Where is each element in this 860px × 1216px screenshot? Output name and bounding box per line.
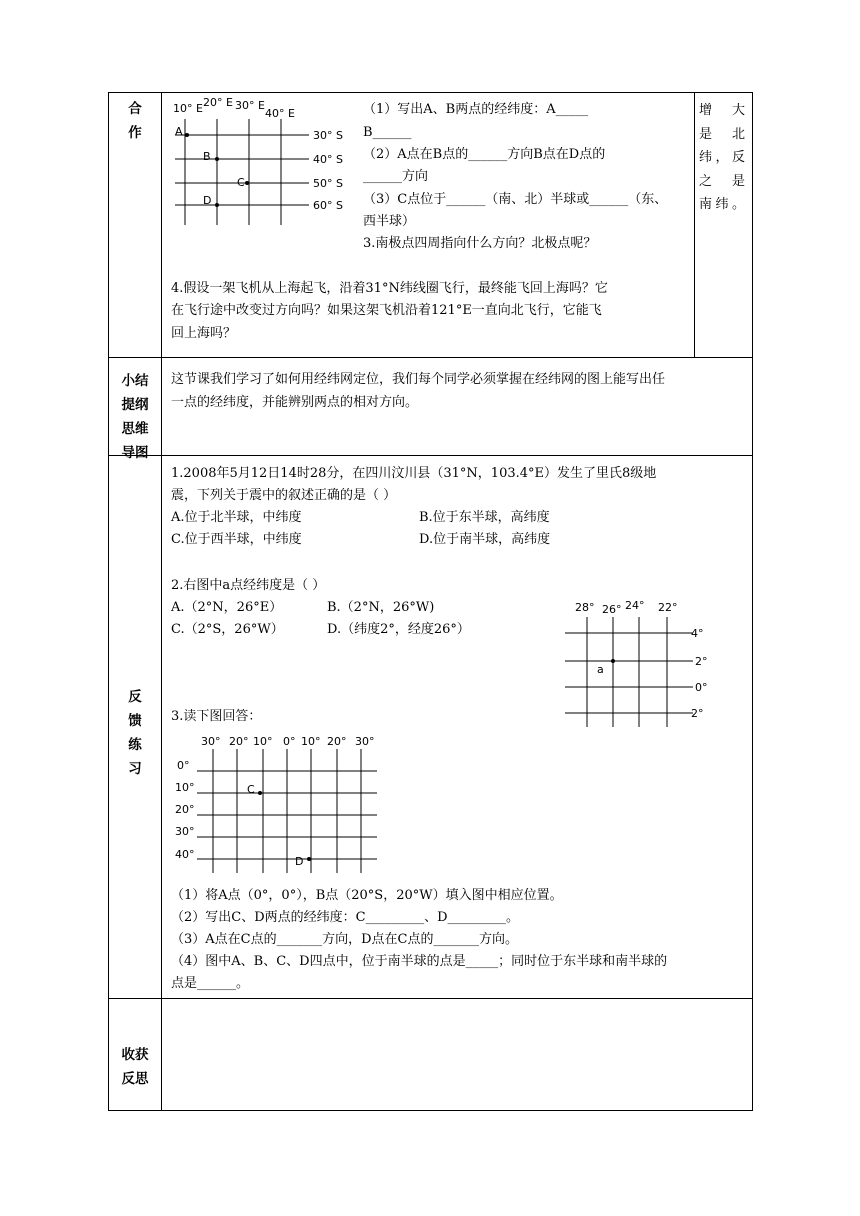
lon-label-20E: 20° E <box>203 96 233 109</box>
lat-lon-grid-map-1 <box>167 95 357 233</box>
feedback-q3-part4-line2: 点是______。 <box>171 976 250 991</box>
lat-label-10: 10° <box>175 781 195 794</box>
row-label-reflection: 收获 反思 <box>121 1047 149 1087</box>
feedback-q1-option-b: B.位于东半球，高纬度 <box>419 510 550 525</box>
point-D <box>307 857 311 861</box>
row-divider <box>109 357 752 358</box>
point-a <box>611 659 615 663</box>
coop-question-3-line1: （3）C点位于______（南、北）半球或______（东、 <box>363 192 668 207</box>
label-column-divider <box>161 93 162 1110</box>
lon-label-22: 22° <box>658 601 678 614</box>
lon-label-10E: 10° <box>301 735 321 748</box>
feedback-q3-part2: （2）写出C、D两点的经纬度：C_________、D_________。 <box>171 910 520 925</box>
coop-question-3-line2: 西半球） <box>363 214 416 229</box>
lon-label-30E: 30° <box>355 735 375 748</box>
coop-question-1-line2: B______ <box>363 125 412 140</box>
point-A <box>185 133 189 137</box>
coop-question-2-line2: ______方向 <box>363 169 429 184</box>
row-label-cooperate: 合 作 <box>128 101 142 141</box>
point-label-C: C <box>247 783 255 796</box>
feedback-q1-line2: 震，下列关于震中的叙述正确的是（ ） <box>171 488 397 503</box>
feedback-q2-title: 2.右图中a点经纬度是（ ） <box>171 578 326 593</box>
point-B <box>215 157 219 161</box>
summary-text-line2: 一点的经纬度，并能辨别两点的相对方向。 <box>171 395 419 410</box>
lat-lon-grid-map-2 <box>557 595 717 733</box>
lon-label-0: 0° <box>283 735 296 748</box>
point-label-A: A <box>175 125 183 138</box>
lat-label-40: 40° <box>175 848 195 861</box>
lon-label-24: 24° <box>625 599 645 612</box>
feedback-q3-part3: （3）A点在C点的_______方向，D点在C点的_______方向。 <box>171 932 518 947</box>
feedback-q1-option-c: C.位于西半球，中纬度 <box>171 532 302 547</box>
lon-label-30W: 30° <box>201 735 221 748</box>
reflection-answer-area[interactable] <box>162 999 751 1109</box>
point-C <box>258 791 262 795</box>
coop-question-4-line1: 4.假设一架飞机从上海起飞，沿着31°N纬线圈飞行，最终能飞回上海吗？它 <box>171 281 608 296</box>
lat-label-20: 20° <box>175 803 195 816</box>
point-label-C: C <box>237 176 245 189</box>
lat-label-2-north: 2° <box>695 655 708 668</box>
point-C <box>245 181 249 185</box>
feedback-q3-title: 3.读下图回答： <box>171 709 262 724</box>
lat-label-50S: 50° S <box>313 177 343 190</box>
lat-label-60S: 60° S <box>313 199 343 212</box>
coop-question-4-line2: 在飞行途中改变过方向吗？如果这架飞机沿着121°E一直向北飞行，它能飞 <box>171 303 602 318</box>
feedback-q3-part1: （1）将A点（0°，0°），B点（20°S，20°W）填入图中相应位置。 <box>171 888 563 903</box>
side-note-divider <box>694 93 695 357</box>
point-label-D: D <box>203 194 212 207</box>
feedback-q1-option-d: D.位于南半球，高纬度 <box>419 532 551 547</box>
feedback-q1-line1: 1.2008年5月12日14时28分，在四川汶川县（31°N，103.4°E）发生了里氏8级地 <box>171 466 657 481</box>
point-D <box>215 203 219 207</box>
lon-label-10E: 10° E <box>173 102 203 115</box>
lat-label-30: 30° <box>175 825 195 838</box>
side-note: 增 大 是 北 纬，反 之 是 南纬。 <box>699 103 745 212</box>
feedback-q2-option-c: C.（2°S，26°W） <box>171 622 284 637</box>
coop-question-2-line1: （2）A点在B点的______方向B点在D点的 <box>363 147 606 162</box>
coop-question-1-line1: （1）写出A、B两点的经纬度：A_____ <box>363 102 589 117</box>
lat-label-40S: 40° S <box>313 153 343 166</box>
lat-lon-grid-map-3 <box>171 733 401 873</box>
lon-label-26: 26° <box>602 603 622 616</box>
lon-label-30E: 30° E <box>235 99 265 112</box>
point-label-B: B <box>203 150 211 163</box>
feedback-q2-option-d: D.（纬度2°，经度26°） <box>327 622 470 637</box>
lon-label-20W: 20° <box>229 735 249 748</box>
lat-label-30S: 30° S <box>313 129 343 142</box>
row-divider <box>109 455 752 456</box>
lon-label-28: 28° <box>575 601 595 614</box>
lon-label-10W: 10° <box>253 735 273 748</box>
lat-label-0: 0° <box>695 681 708 694</box>
lat-label-2-south: 2° <box>691 707 704 720</box>
feedback-q3-part4-line1: （4）图中A、B、C、D四点中，位于南半球的点是_____；同时位于东半球和南半球的 <box>171 954 668 969</box>
coop-question-pole: 3.南极点四周指向什么方向？北极点呢？ <box>363 236 597 251</box>
feedback-q1-option-a: A.位于北半球，中纬度 <box>171 510 302 525</box>
lon-label-20E: 20° <box>327 735 347 748</box>
lat-label-0: 0° <box>177 759 190 772</box>
coop-question-4-line3: 回上海吗？ <box>171 326 237 341</box>
feedback-q2-option-a: A.（2°N，26°E） <box>171 600 283 615</box>
worksheet-table <box>108 92 753 1111</box>
feedback-q2-option-b: B.（2°N，26°W) <box>327 600 435 615</box>
summary-text-line1: 这节课我们学习了如何用经纬网定位，我们每个同学必须掌握在经纬网的图上能写出任 <box>171 372 666 387</box>
row-label-feedback: 反 馈 练 习 <box>128 689 142 777</box>
row-label-summary: 小结 提纲 思维 导图 <box>121 373 149 461</box>
point-label-a: a <box>597 663 604 676</box>
lat-label-4: 4° <box>691 627 704 640</box>
lon-label-40E: 40° E <box>265 107 295 120</box>
point-label-D: D <box>295 855 304 868</box>
